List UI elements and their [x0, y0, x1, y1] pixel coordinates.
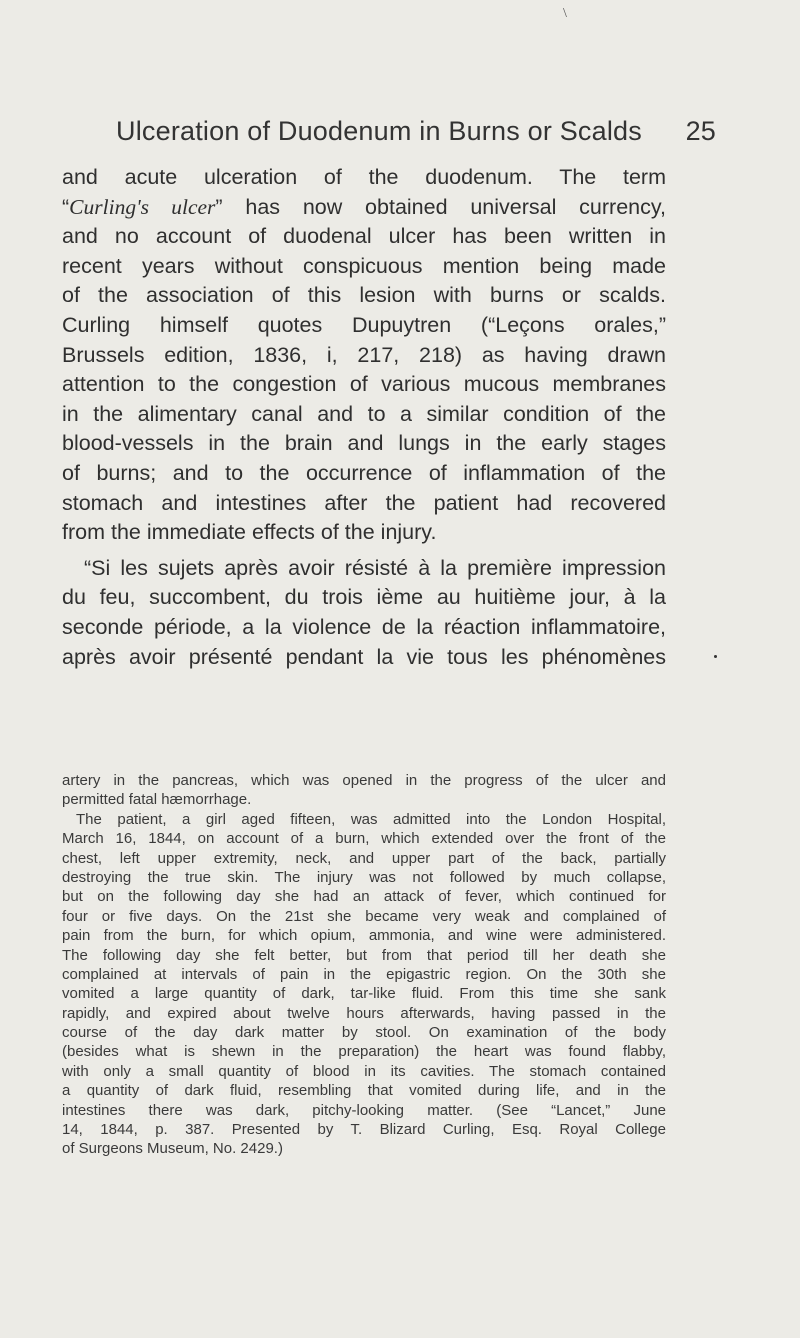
body-line: and no account of duodenal ulcer has been written in: [62, 224, 666, 249]
quote-line: seconde période, a la violence de la réaction inflammatoire,: [62, 614, 666, 639]
running-head-title: Ulceration of Duodenum in Burns or Scalds: [116, 116, 642, 146]
body-line: stomach and intestines after the patient had recovered: [62, 490, 666, 515]
page-number: 25: [685, 116, 716, 146]
footnote-line: 14, 1844, p. 387. Presented by T. Blizard Curling, Esq. Royal College: [62, 1121, 666, 1139]
footnote-line: destroying the true skin. The injury was not followed by much collapse,: [62, 868, 666, 886]
body-line: recent years without conspicuous mention being made: [62, 253, 666, 278]
quote-line: du feu, succombent, du trois ième au huitième jour, à la: [62, 585, 666, 610]
body-line: of burns; and to the occurrence of inflammation of the: [62, 460, 666, 485]
body-line: in the alimentary canal and to a similar condition of the: [62, 401, 666, 426]
body-line: of the association of this lesion with burns or scalds.: [62, 283, 666, 308]
footnote-line: intestines there was dark, pitchy-looking matter. (See “Lancet,” June: [62, 1101, 666, 1119]
body-text: [62, 163, 666, 672]
footnote-line: a quantity of dark fluid, resembling that vomited during life, and in the: [62, 1082, 666, 1100]
print-speck: [714, 655, 717, 658]
footnote-line: four or five days. On the 21st she became very weak and complained of: [62, 907, 666, 925]
running-head: [116, 116, 716, 147]
footnote-line: complained at intervals of pain in the epigastric region. On the 30th she: [62, 965, 666, 983]
footnote-line: March 16, 1844, on account of a burn, which extended over the front of the: [62, 830, 666, 848]
footnote-line: vomited a large quantity of dark, tar-like fluid. From this time she sank: [62, 985, 666, 1003]
body-line: attention to the congestion of various mucous membranes: [62, 372, 666, 397]
quote-line: après avoir présenté pendant la vie tous les phénomènes: [62, 644, 666, 669]
body-line: Curling himself quotes Dupuytren (“Leçons orales,”: [62, 312, 666, 337]
footnote-line: permitted fatal hæmorrhage.: [62, 791, 252, 809]
body-line: Brussels edition, 1836, i, 217, 218) as having drawn: [62, 342, 666, 367]
footnote-line: The patient, a girl aged fifteen, was admitted into the London Hospital,: [76, 810, 666, 828]
body-line: blood-vessels in the brain and lungs in the early stages: [62, 431, 666, 456]
footnote-line: (besides what is shewn in the preparation) the heart was found flabby,: [62, 1043, 666, 1061]
body-line: and acute ulceration of the duodenum. The term: [62, 165, 666, 189]
footnote-line: but on the following day she had an attack of fever, which continued for: [62, 888, 666, 906]
footnote-line: The following day she felt better, but from that period till her death she: [62, 946, 666, 964]
footnote-line: course of the day dark matter by stool. On examination of the body: [62, 1024, 666, 1042]
quote-line: “Si les sujets après avoir résisté à la première impression: [84, 555, 666, 580]
body-line: “Curling's ulcer” has now obtained universal currency,: [62, 194, 666, 219]
footnote-line: rapidly, and expired about twelve hours afterwards, having passed in the: [62, 1004, 666, 1022]
curlings-ulcer-term: Curling's ulcer: [69, 194, 216, 219]
footnote-line: chest, left upper extremity, neck, and upper part of the back, partially: [62, 849, 666, 867]
body-line: from the immediate effects of the injury.: [62, 520, 437, 545]
footnote-line: of Surgeons Museum, No. 2429.): [62, 1140, 283, 1158]
footnote-line: artery in the pancreas, which was opened in the progress of the ulcer and: [62, 772, 666, 789]
footnote: [62, 771, 666, 1159]
top-margin-mark: \: [563, 6, 567, 21]
footnote-line: pain from the burn, for which opium, ammonia, and wine were administered.: [62, 927, 666, 945]
footnote-line: with only a small quantity of blood in its cavities. The stomach contained: [62, 1062, 666, 1080]
